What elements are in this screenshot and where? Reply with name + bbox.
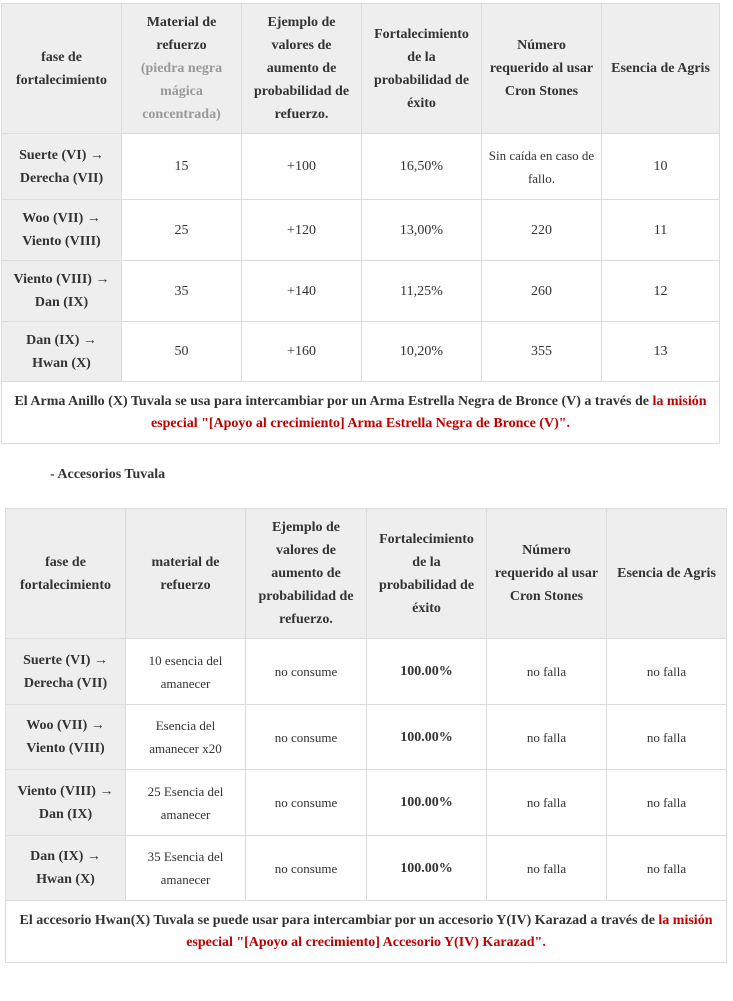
stage-cell: Suerte (VI) → Derecha (VII): [2, 134, 122, 200]
table-note-row: [2, 382, 720, 444]
cron-cell: 355: [482, 322, 602, 382]
table-row: [6, 836, 727, 901]
material-cell: 25: [122, 200, 242, 261]
special-mission-link[interactable]: la misión especial "[Apoyo al crecimiento] Accesorio Y(IV) Karazad".: [186, 912, 713, 950]
table-row: [2, 134, 720, 200]
example-cell: +120: [242, 200, 362, 261]
agris-cell: no falla: [607, 836, 727, 901]
stage-cell: Woo (VII) → Viento (VIII): [2, 200, 122, 261]
material-cell: 35: [122, 261, 242, 322]
agris-cell: no falla: [607, 705, 727, 770]
example-cell: no consume: [246, 639, 367, 705]
accessories-enhancement-table: [5, 508, 727, 963]
agris-cell: 11: [602, 200, 720, 261]
table-header-row: [6, 509, 727, 639]
stage-cell: Suerte (VI) → Derecha (VII): [6, 639, 126, 705]
example-cell: no consume: [246, 770, 367, 836]
agris-cell: 12: [602, 261, 720, 322]
probability-cell: 16,50%: [362, 134, 482, 200]
example-cell: +160: [242, 322, 362, 382]
stage-cell: Dan (IX) → Hwan (X): [6, 836, 126, 901]
agris-cell: no falla: [607, 639, 727, 705]
header-probability: Fortalecimiento de la probabilidad de éxito: [362, 4, 482, 134]
special-mission-link[interactable]: la misión especial "[Apoyo al crecimiento] Arma Estrella Negra de Bronce (V)".: [150, 393, 707, 431]
cron-cell: no falla: [487, 639, 607, 705]
header-agris: Esencia de Agris: [607, 509, 727, 639]
note-text: El Arma Anillo (X) Tuvala se usa para intercambiar por un Arma Estrella Negra de Bronce (V) a través de: [14, 393, 653, 409]
header-stage: fase de fortalecimiento: [2, 4, 122, 134]
material-cell: 15: [122, 134, 242, 200]
header-probability: Fortalecimiento de la probabilidad de éxito: [367, 509, 487, 639]
material-cell: 35 Esencia del amanecer: [126, 836, 246, 901]
example-cell: +100: [242, 134, 362, 200]
header-stage: fase de fortalecimiento: [6, 509, 126, 639]
table-note-row: [6, 901, 727, 963]
example-cell: +140: [242, 261, 362, 322]
exchange-note: [6, 901, 727, 963]
table-header-row: [2, 4, 720, 134]
cron-cell: no falla: [487, 836, 607, 901]
exchange-note: [2, 382, 720, 444]
header-material-sub: (piedra negra mágica concentrada): [140, 61, 223, 122]
stage-cell: Viento (VIII) → Dan (IX): [6, 770, 126, 836]
cron-cell: Sin caída en caso de fallo.: [482, 134, 602, 200]
note-text: El accesorio Hwan(X) Tuvala se puede usar para intercambiar por un accesorio Y(IV) Karazad a través de: [19, 912, 659, 928]
agris-cell: no falla: [607, 770, 727, 836]
cron-cell: 220: [482, 200, 602, 261]
weapons-enhancement-table: [1, 3, 720, 444]
header-cron: Número requerido al usar Cron Stones: [482, 4, 602, 134]
cron-cell: 260: [482, 261, 602, 322]
cron-cell: no falla: [487, 770, 607, 836]
cron-cell: no falla: [487, 705, 607, 770]
header-material: material de refuerzo: [126, 509, 246, 639]
table-row: [2, 200, 720, 261]
table-row: [6, 639, 727, 705]
probability-cell: 100.00%: [367, 639, 487, 705]
table-row: [6, 770, 727, 836]
header-example: Ejemplo de valores de aumento de probabilidad de refuerzo.: [242, 4, 362, 134]
table-row: [2, 322, 720, 382]
probability-cell: 11,25%: [362, 261, 482, 322]
material-cell: 10 esencia del amanecer: [126, 639, 246, 705]
header-example: Ejemplo de valores de aumento de probabilidad de refuerzo.: [246, 509, 367, 639]
stage-cell: Woo (VII) → Viento (VIII): [6, 705, 126, 770]
probability-cell: 100.00%: [367, 770, 487, 836]
material-cell: 50: [122, 322, 242, 382]
accessories-subheading: - Accesorios Tuvala: [50, 467, 166, 482]
table-row: [6, 705, 727, 770]
stage-cell: Viento (VIII) → Dan (IX): [2, 261, 122, 322]
header-material: [122, 4, 242, 134]
table-row: [2, 261, 720, 322]
header-material-label: Material de refuerzo: [146, 15, 217, 53]
example-cell: no consume: [246, 836, 367, 901]
agris-cell: 13: [602, 322, 720, 382]
probability-cell: 100.00%: [367, 836, 487, 901]
header-cron: Número requerido al usar Cron Stones: [487, 509, 607, 639]
probability-cell: 10,20%: [362, 322, 482, 382]
probability-cell: 100.00%: [367, 705, 487, 770]
probability-cell: 13,00%: [362, 200, 482, 261]
stage-cell: Dan (IX) → Hwan (X): [2, 322, 122, 382]
agris-cell: 10: [602, 134, 720, 200]
header-agris: Esencia de Agris: [602, 4, 720, 134]
material-cell: Esencia del amanecer x20: [126, 705, 246, 770]
example-cell: no consume: [246, 705, 367, 770]
material-cell: 25 Esencia del amanecer: [126, 770, 246, 836]
